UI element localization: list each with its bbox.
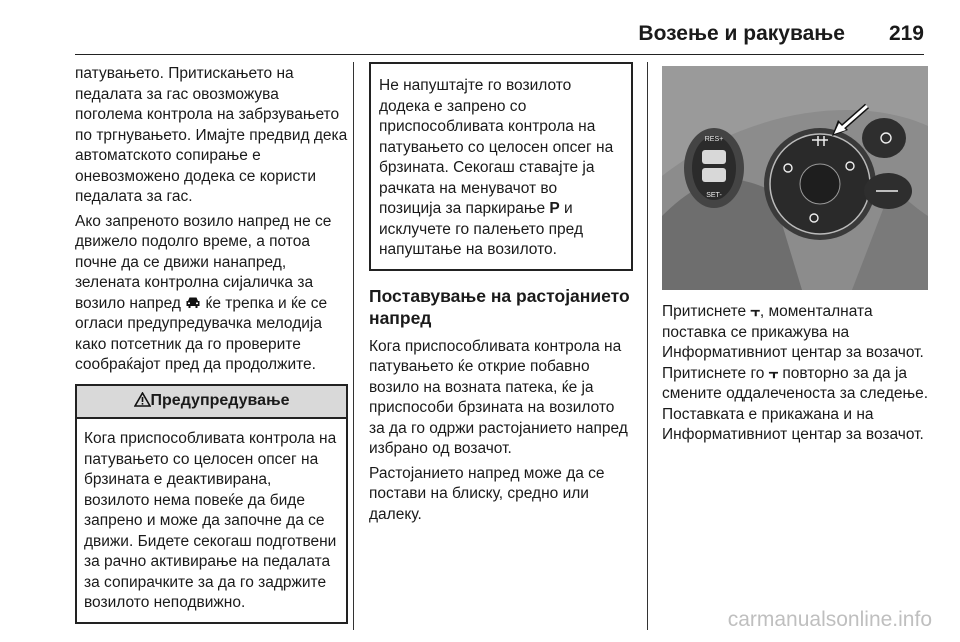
paragraph: Растојанието напред може да се постави на блиску, средно или далеку. bbox=[369, 464, 605, 523]
column-divider-left bbox=[353, 62, 354, 630]
warning-title: Предупредување bbox=[150, 391, 290, 409]
set-label: SET- bbox=[706, 192, 722, 199]
res-label: RES+ bbox=[704, 136, 724, 143]
steering-wheel-controls-illustration bbox=[662, 66, 928, 290]
paragraph: Кога приспособливата контрола на патувањето ќе открие побавно возило на возната патека, ќе ја приспособи брзината на возилото за да го одржи растојанието напред избрано од возачот. bbox=[369, 337, 628, 457]
park-position-letter: P bbox=[549, 200, 560, 217]
warning-header bbox=[77, 386, 346, 420]
paragraph: Ако запреното возило напред не се движело подолго време, а потоа почне да се движи нанапред, зелената контролна сијаличка за возило напред ќе трепка и ќе се огласи предупредувачка мелодија како потсетник да го проверите сообраќајот пред да продолжите. bbox=[75, 212, 332, 373]
paragraph: патувањето. Притискањето на педалата за гас овозможува поголема контрола на забрзувањето по тргнувањето. Имајте предвид дека автоматското сопирање е оневозможено додека се користи педалата за гас. bbox=[75, 65, 348, 205]
page-number: 219 bbox=[888, 22, 924, 45]
distance-icon: ⫟ bbox=[750, 303, 760, 320]
warning-box bbox=[75, 384, 348, 624]
header-rule bbox=[75, 54, 924, 55]
warning-continuation-box: Не напуштајте го возилото додека е запрено со приспособливата контрола на патувањето со целосен опсег на брзината. Секогаш ставајте ја рачката на менувачот во позиција за паркирање P и исклучете го палењето пред напуштање на возилото. bbox=[369, 62, 633, 271]
distance-icon: ⫟ bbox=[768, 364, 779, 382]
column-1 bbox=[75, 64, 348, 624]
section-heading: Поставување на растојанието напред bbox=[369, 285, 630, 328]
column-3 bbox=[662, 64, 928, 450]
warning-triangle-icon bbox=[134, 392, 151, 407]
column-divider-right bbox=[647, 62, 648, 630]
watermark: carmanualsonline.info bbox=[727, 608, 932, 631]
warning-text: Кога приспособливата контрола на патувањето со целосен опсег на брзината е деактивирана, возилото нема повеќе да биде запрено и може да започне да се движи. Бидете секогаш подготвени за рачно активирање на педалата за сопирачките за да го задржите возилото неподвижно. bbox=[84, 430, 337, 611]
car-ahead-icon bbox=[185, 296, 201, 309]
running-header-title: Возење и ракување bbox=[638, 22, 845, 45]
paragraph: Притиснете ⫟, моменталната поставка се прикажува на Информативниот центар за возачот. Притиснете го ⫟ повторно за да ја смените оддалеченоста за следење. Поставката е прикажана и на Информативниот центар за возачот. bbox=[662, 303, 929, 443]
column-2 bbox=[369, 62, 633, 529]
